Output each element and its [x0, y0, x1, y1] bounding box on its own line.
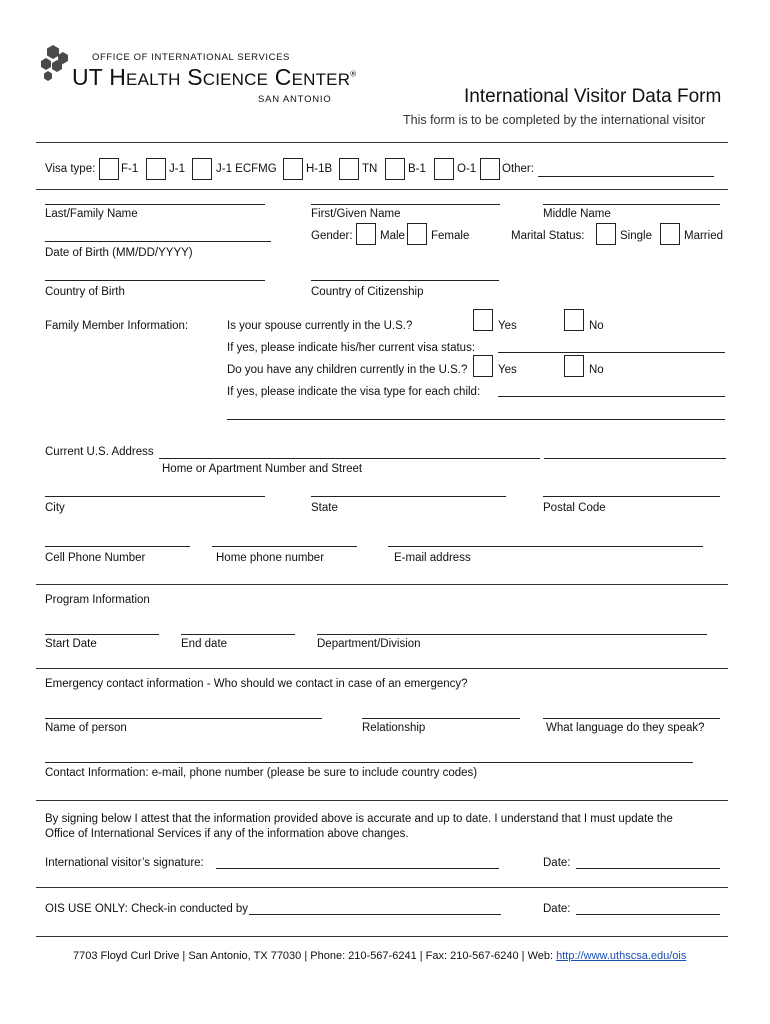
state-field[interactable]	[311, 496, 506, 497]
divider	[36, 936, 728, 937]
children-no-checkbox[interactable]	[564, 355, 584, 377]
last-name-label: Last/Family Name	[45, 208, 138, 220]
ois-date-field[interactable]	[576, 914, 720, 915]
attestation-line-1: By signing below I attest that the information provided above is accurate and up to date. I understand that I must update the	[45, 813, 673, 825]
city-field[interactable]	[45, 496, 265, 497]
children-no-label: No	[589, 364, 604, 376]
first-name-label: First/Given Name	[311, 208, 401, 220]
dob-label: Date of Birth (MM/DD/YYYY)	[45, 247, 193, 259]
home-phone-label: Home phone number	[216, 552, 325, 564]
visa-option-label: B-1	[408, 163, 426, 175]
spouse-no-checkbox[interactable]	[564, 309, 584, 331]
children-yes-label: Yes	[498, 364, 517, 376]
divider	[36, 142, 728, 143]
middle-name-label: Middle Name	[543, 208, 611, 220]
spouse-visa-field[interactable]	[498, 352, 725, 353]
marital-single-label: Single	[620, 230, 652, 242]
start-date-label: Start Date	[45, 638, 97, 650]
ois-checkin-label: OIS USE ONLY: Check-in conducted by	[45, 903, 249, 915]
ois-date-label: Date:	[543, 903, 571, 915]
emergency-language-label: What language do they speak?	[546, 722, 705, 734]
visa-j1-checkbox[interactable]	[146, 158, 166, 180]
emergency-name-field[interactable]	[45, 718, 322, 719]
marital-married-label: Married	[684, 230, 723, 242]
country-birth-label: Country of Birth	[45, 286, 125, 298]
spouse-visa-label: If yes, please indicate his/her current visa status:	[227, 342, 476, 354]
postal-code-field[interactable]	[543, 496, 720, 497]
children-yes-checkbox[interactable]	[473, 355, 493, 377]
ut-health-logo-icon	[40, 44, 70, 84]
address-street-field-2[interactable]	[544, 458, 726, 459]
signature-date-field[interactable]	[576, 868, 720, 869]
postal-code-label: Postal Code	[543, 502, 606, 514]
children-visa-label: If yes, please indicate the visa type for each child:	[227, 386, 481, 398]
address-street-label: Home or Apartment Number and Street	[162, 463, 363, 475]
spouse-yes-label: Yes	[498, 320, 517, 332]
visa-other-checkbox[interactable]	[480, 158, 500, 180]
divider	[36, 189, 728, 190]
visa-b1-checkbox[interactable]	[385, 158, 405, 180]
gender-male-label: Male	[380, 230, 405, 242]
org-name: OFFICE OF INTERNATIONAL SERVICES	[92, 52, 290, 63]
footer-contact: 7703 Floyd Curl Drive | San Antonio, TX 77030 | Phone: 210-567-6241 | Fax: 210-567-6240 | Web:	[73, 950, 557, 962]
marital-status-label: Marital Status:	[511, 230, 585, 242]
children-question: Do you have any children currently in the U.S.?	[227, 364, 468, 376]
start-date-field[interactable]	[45, 634, 159, 635]
divider	[36, 668, 728, 669]
children-visa-field-2[interactable]	[227, 419, 725, 420]
address-label: Current U.S. Address	[45, 446, 154, 458]
marital-married-checkbox[interactable]	[660, 223, 680, 245]
gender-female-label: Female	[431, 230, 470, 242]
signature-label: International visitor’s signature:	[45, 857, 204, 869]
attestation-line-2: Office of International Services if any of the information above changes.	[45, 828, 409, 840]
middle-name-field[interactable]	[543, 204, 720, 205]
signature-date-label: Date:	[543, 857, 571, 869]
family-info-label: Family Member Information:	[45, 320, 189, 332]
form-subtitle: This form is to be completed by the international visitor	[403, 113, 706, 127]
visa-other-field[interactable]	[538, 176, 714, 177]
visa-option-label: J-1 ECFMG	[216, 163, 277, 175]
visa-h1b-checkbox[interactable]	[283, 158, 303, 180]
end-date-field[interactable]	[181, 634, 295, 635]
institution-name: UT HEALTH SCIENCE CENTER®	[72, 64, 357, 90]
gender-female-checkbox[interactable]	[407, 223, 427, 245]
divider	[36, 584, 728, 585]
emergency-relationship-label: Relationship	[362, 722, 426, 734]
visa-option-label: O-1	[457, 163, 477, 175]
footer-web-link[interactable]: http://www.uthscsa.edu/ois	[556, 950, 687, 962]
country-citizenship-field[interactable]	[311, 280, 499, 281]
visa-j1-ecfmg-checkbox[interactable]	[192, 158, 212, 180]
address-street-field[interactable]	[159, 458, 540, 459]
gender-male-checkbox[interactable]	[356, 223, 376, 245]
cell-phone-field[interactable]	[45, 546, 190, 547]
emergency-name-label: Name of person	[45, 722, 127, 734]
institution-location: SAN ANTONIO	[258, 94, 332, 105]
email-field[interactable]	[388, 546, 703, 547]
visa-option-label: H-1B	[306, 163, 333, 175]
divider	[36, 800, 728, 801]
spouse-yes-checkbox[interactable]	[473, 309, 493, 331]
state-label: State	[311, 502, 338, 514]
visa-option-label: J-1	[169, 163, 185, 175]
cell-phone-label: Cell Phone Number	[45, 552, 146, 564]
country-citizenship-label: Country of Citizenship	[311, 286, 424, 298]
emergency-relationship-field[interactable]	[362, 718, 520, 719]
emergency-contact-label: Contact Information: e-mail, phone number (please be sure to include country codes)	[45, 767, 478, 779]
visa-f1-checkbox[interactable]	[99, 158, 119, 180]
visa-tn-checkbox[interactable]	[339, 158, 359, 180]
visa-option-label: TN	[362, 163, 378, 175]
footer	[73, 950, 686, 962]
end-date-label: End date	[181, 638, 228, 650]
ois-checkin-field[interactable]	[249, 914, 501, 915]
children-visa-field[interactable]	[498, 396, 725, 397]
emergency-contact-field[interactable]	[45, 762, 693, 763]
last-name-field[interactable]	[45, 204, 265, 205]
marital-single-checkbox[interactable]	[596, 223, 616, 245]
form-title: International Visitor Data Form	[464, 86, 722, 107]
first-name-field[interactable]	[311, 204, 500, 205]
spouse-no-label: No	[589, 320, 604, 332]
department-field[interactable]	[317, 634, 707, 635]
emergency-language-field[interactable]	[543, 718, 720, 719]
divider	[36, 887, 728, 888]
gender-label: Gender:	[311, 230, 353, 242]
signature-field[interactable]	[216, 868, 499, 869]
visa-type-label: Visa type:	[45, 163, 96, 175]
visa-other-label: Other:	[502, 163, 534, 175]
home-phone-field[interactable]	[212, 546, 357, 547]
program-heading: Program Information	[45, 594, 150, 606]
city-label: City	[45, 502, 65, 514]
visa-option-label: F-1	[121, 163, 139, 175]
emergency-heading: Emergency contact information - Who should we contact in case of an emergency?	[45, 678, 468, 690]
email-label: E-mail address	[394, 552, 471, 564]
country-birth-field[interactable]	[45, 280, 265, 281]
visa-o1-checkbox[interactable]	[434, 158, 454, 180]
dob-field[interactable]	[45, 241, 271, 242]
spouse-question: Is your spouse currently in the U.S.?	[227, 320, 413, 332]
department-label: Department/Division	[317, 638, 421, 650]
